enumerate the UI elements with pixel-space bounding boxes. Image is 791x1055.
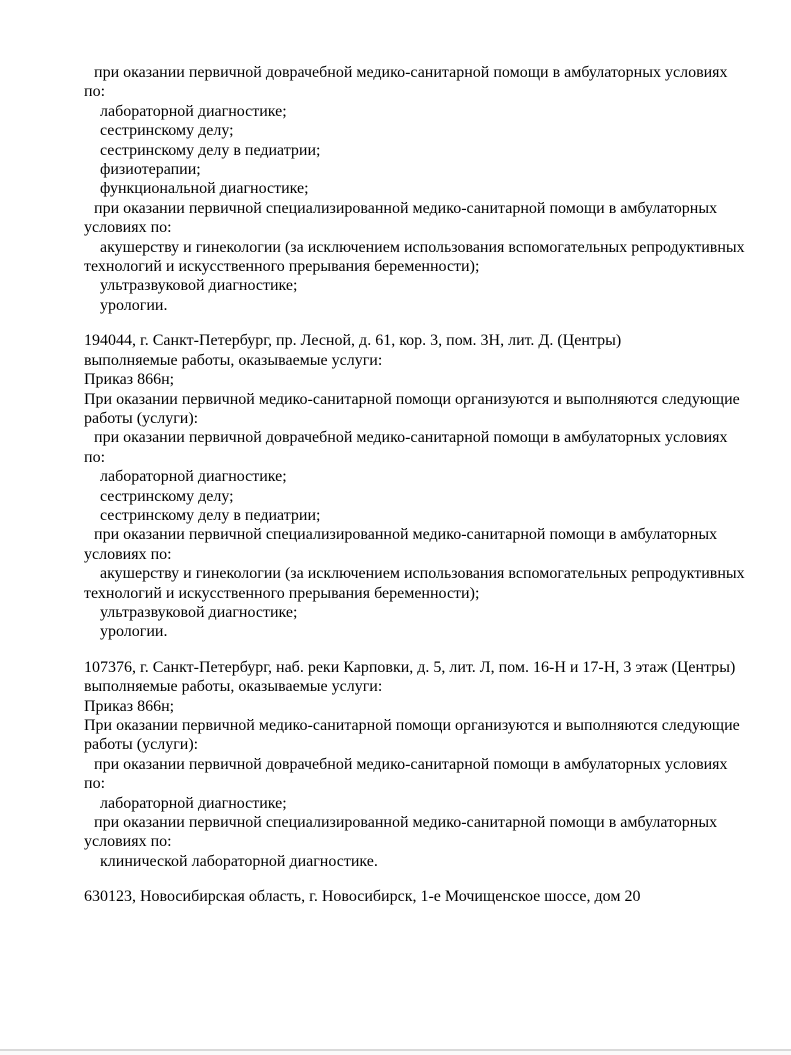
text-line: при оказании первичной доврачебной медико-санитарной помощи в амбулаторных условиях (94, 755, 728, 773)
text-line: 630123, Новосибирская область, г. Новосибирск, 1-е Мочищенское шоссе, дом 20 (84, 888, 641, 906)
address-block-630123 (84, 887, 771, 906)
text-line: при оказании первичной доврачебной медико-санитарной помощи в амбулаторных условиях (94, 64, 728, 81)
text-line: ультразвуковой диагностике; (100, 277, 298, 295)
text-line: Приказ 866н; (84, 697, 175, 715)
text-line: сестринскому делу; (100, 122, 234, 140)
text-line: лабораторной диагностике; (100, 468, 287, 486)
text-line: работы (услуги): (84, 736, 199, 754)
text-line: по: (84, 775, 106, 793)
text-line: технологий и искусственного прерывания беременности); (84, 584, 480, 602)
text-line: при оказании первичной специализированной медико-санитарной помощи в амбулаторных (94, 199, 718, 217)
text-line: по: (84, 448, 106, 466)
text-line: акушерству и гинекологии (за исключением использования вспомогательных репродуктивных (100, 565, 745, 583)
text-line: урологии. (100, 623, 168, 641)
text-line: клинической лабораторной диагностике. (100, 852, 378, 870)
text-line: При оказании первичной медико-санитарной помощи организуются и выполняются следующие (84, 390, 740, 408)
works-list-continuation (84, 63, 771, 315)
text-line: При оказании первичной медико-санитарной помощи организуются и выполняются следующие (84, 717, 740, 734)
text-line: выполняемые работы, оказываемые услуги: (84, 678, 383, 696)
footer-area (0, 1051, 791, 1055)
text-line: ультразвуковой диагностике; (100, 603, 298, 621)
text-line: лабораторной диагностике; (100, 102, 287, 120)
document-body (84, 63, 771, 907)
text-line: физиотерапии; (100, 161, 201, 179)
text-line: при оказании первичной специализированной медико-санитарной помощи в амбулаторных (94, 526, 718, 544)
text-line: Приказ 866н; (84, 371, 175, 389)
text-line: выполняемые работы, оказываемые услуги: (84, 351, 383, 369)
text-line: при оказании первичной доврачебной медико-санитарной помощи в амбулаторных условиях (94, 429, 728, 447)
text-line: 107376, г. Санкт-Петербург, наб. реки Карповки, д. 5, лит. Л, пом. 16-Н и 17-Н, 3 этаж (Центры) (84, 658, 736, 676)
text-line: сестринскому делу; (100, 487, 234, 505)
text-line: сестринскому делу в педиатрии; (100, 141, 321, 159)
text-line: функциональной диагностике; (100, 180, 309, 198)
text-line: сестринскому делу в педиатрии; (100, 506, 321, 524)
text-line: технологий и искусственного прерывания беременности); (84, 258, 480, 276)
text-line: акушерству и гинекологии (за исключением использования вспомогательных репродуктивных (100, 238, 745, 256)
text-line: условиях по: (84, 219, 172, 237)
text-line: лабораторной диагностике; (100, 794, 287, 812)
text-line: урологии. (100, 296, 168, 314)
text-line: условиях по: (84, 545, 172, 563)
text-line: 194044, г. Санкт-Петербург, пр. Лесной, д. 61, кор. 3, пом. 3Н, лит. Д. (Центры) (84, 332, 622, 350)
text-line: при оказании первичной специализированной медико-санитарной помощи в амбулаторных (94, 814, 718, 832)
text-line: по: (84, 83, 106, 101)
address-block-107376 (84, 658, 771, 871)
text-line: условиях по: (84, 833, 172, 851)
text-line: работы (услуги): (84, 409, 199, 427)
address-block-194044 (84, 331, 771, 642)
